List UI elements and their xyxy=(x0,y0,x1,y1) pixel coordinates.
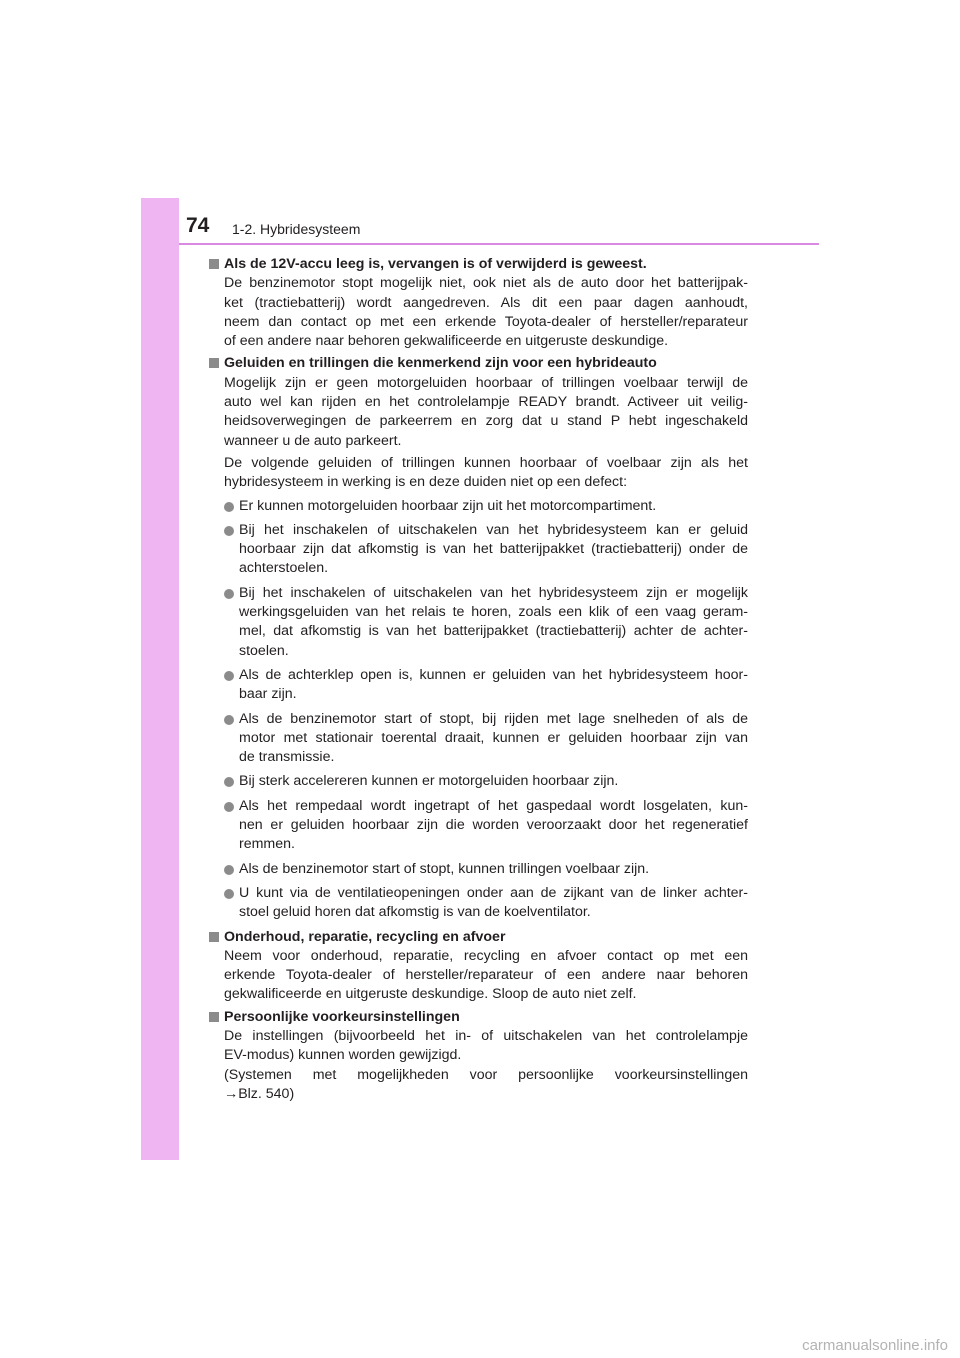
round-bullet-icon xyxy=(224,802,234,812)
square-bullet-icon xyxy=(209,932,219,942)
section-maintenance xyxy=(209,928,748,1005)
page-content xyxy=(209,255,748,1107)
section-header-title: 1-2. Hybridesysteem xyxy=(232,221,361,237)
round-bullet-icon xyxy=(224,777,234,787)
page-number: 74 xyxy=(186,214,210,237)
section-sounds-vibrations xyxy=(209,354,748,922)
section-title: Onderhoud, reparatie, recycling en afvoer xyxy=(209,928,748,947)
square-bullet-icon xyxy=(209,1012,219,1022)
header-rule xyxy=(179,243,819,245)
list-item: Bij sterk accelereren kunnen er motorgeluiden hoorbaar zijn. xyxy=(209,772,748,791)
round-bullet-icon xyxy=(224,589,234,599)
paragraph: Mogelijk zijn er geen motorgeluiden hoorbaar of trillingen voelbaar terwijl de auto wel kan rijden en het controlelampje READY brandt. Activeer uit veilig- heidsoverwegingen de parkeerrem en zorg dat u stand P hebt ingeschakeld wanneer u de auto parkeert. xyxy=(224,374,748,449)
round-bullet-icon xyxy=(224,715,234,725)
round-bullet-icon xyxy=(224,526,234,536)
list-item: Als de achterklep open is, kunnen er geluiden van het hybridesysteem hoor- baar zijn. xyxy=(209,666,748,705)
section-title: Persoonlijke voorkeursinstellingen xyxy=(209,1008,748,1027)
list-item: Er kunnen motorgeluiden hoorbaar zijn uit het motorcompartiment. xyxy=(209,497,748,516)
round-bullet-icon xyxy=(224,865,234,875)
square-bullet-icon xyxy=(209,358,219,368)
paragraph: De benzinemotor stopt mogelijk niet, ook niet als de auto door het batterijpak- ket (tractiebatterij) wordt aangedreven. Als dit een paar dagen aanhoudt, neem dan contact op met een erkende Toyota-dealer of hersteller/reparateur of een andere naar behoren gekwalificeerde en uitgeruste deskundige. xyxy=(224,275,748,350)
paragraph: De instellingen (bijvoorbeeld het in- of uitschakelen van het controlelampje EV-modus) kunnen worden gewijzigd. (Systemen met mogelijkheden voor persoonlijke voorkeursinstellingen →Blz. 540) xyxy=(209,1027,748,1104)
page-reference-link[interactable]: →Blz. 540) xyxy=(224,1085,295,1102)
list-item: Als de benzinemotor start of stopt, bij rijden met lage snelheden of als de motor met stationair toerental draait, kunnen er geluiden hoorbaar zijn van de transmissie. xyxy=(209,710,748,768)
section-12v-battery xyxy=(209,255,748,351)
list-item: Als het rempedaal wordt ingetrapt of het gaspedaal wordt losgelaten, kun- nen er geluiden hoorbaar zijn die worden veroorzaakt door het regeneratief remmen. xyxy=(209,797,748,855)
round-bullet-icon xyxy=(224,671,234,681)
list-item: Bij het inschakelen of uitschakelen van het hybridesysteem kan er geluid hoorbaar zijn dat afkomstig is van het batterijpakket (tractiebatterij) onder de achterstoelen. xyxy=(209,521,748,579)
section-personal-settings xyxy=(209,1008,748,1104)
list-item: Bij het inschakelen of uitschakelen van het hybridesysteem zijn er mogelijk werkingsgeluiden van het relais te horen, zoals een klik of een vaag geram- mel, dat afkomstig is van het batterijpakket (tractiebatterij) achter de achter- stoelen. xyxy=(209,584,748,661)
round-bullet-icon xyxy=(224,889,234,899)
round-bullet-icon xyxy=(224,502,234,512)
paragraph: Neem voor onderhoud, reparatie, recycling en afvoer contact op met een erkende Toyota-dealer of hersteller/reparateur of een andere naar behoren gekwalificeerde en uitgeruste deskundige. Sloop de auto niet zelf. xyxy=(224,947,748,1003)
section-title: Geluiden en trillingen die kenmerkend zijn voor een hybrideauto xyxy=(209,354,748,373)
square-bullet-icon xyxy=(209,259,219,269)
list-item: U kunt via de ventilatieopeningen onder aan de zijkant van de linker achter- stoel geluid horen dat afkomstig is van de koelventilator. xyxy=(209,884,748,923)
watermark: carmanualsonline.info xyxy=(802,1337,948,1354)
section-title: Als de 12V-accu leeg is, vervangen is of verwijderd is geweest. xyxy=(209,255,748,274)
chapter-sidebar xyxy=(141,198,179,1160)
list-item: Als de benzinemotor start of stopt, kunnen trillingen voelbaar zijn. xyxy=(209,860,748,879)
paragraph: De volgende geluiden of trillingen kunnen hoorbaar of voelbaar zijn als het hybridesysteem in werking is en deze duiden niet op een defect: xyxy=(224,454,748,491)
